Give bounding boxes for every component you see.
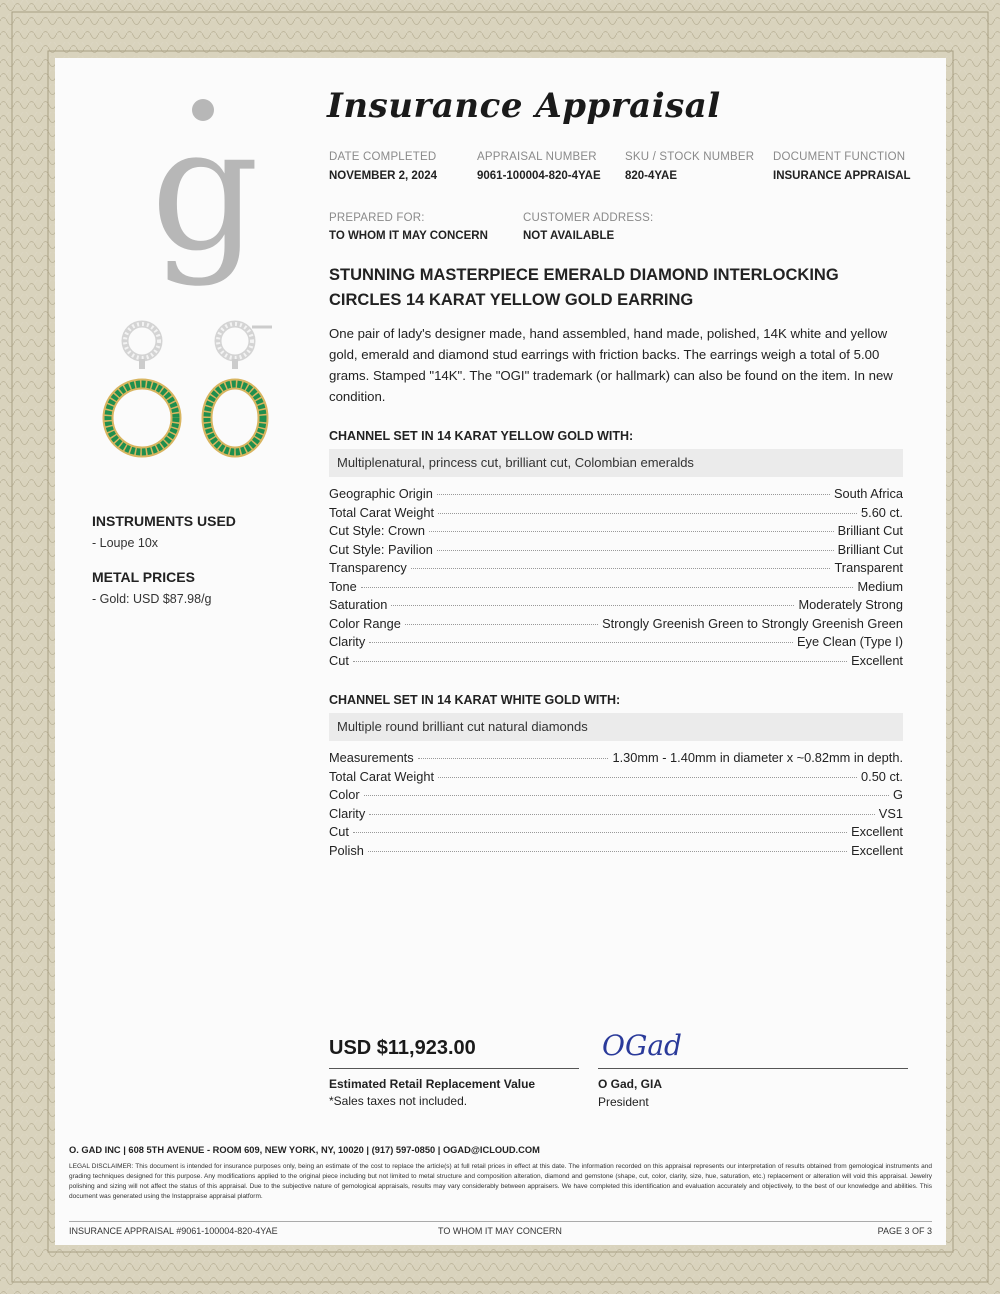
- spec-row: [329, 634, 903, 653]
- spec-row: [329, 824, 903, 843]
- spec-key: Color Range: [329, 615, 401, 631]
- spec-key: Total Carat Weight: [329, 504, 435, 520]
- spec-row: [329, 653, 903, 672]
- spec-value: South Africa: [833, 486, 903, 501]
- spec-key: Clarity: [329, 805, 366, 821]
- spec-row: [329, 616, 903, 635]
- spec-key: Polish: [329, 842, 364, 858]
- spec-value: VS1: [878, 805, 903, 821]
- instruments-heading: INSTRUMENTS USED: [92, 513, 236, 529]
- spec-value: Brilliant Cut: [837, 523, 903, 538]
- spec-value: Moderately Strong: [798, 597, 903, 612]
- spec-key: Cut Style: Crown: [329, 523, 426, 538]
- spec-row: [329, 597, 903, 616]
- item-title: STUNNING MASTERPIECE EMERALD DIAMOND INTERLOCKING CIRCLES 14 KARAT YELLOW GOLD EARRING: [329, 266, 839, 309]
- appraised-value: USD $11,923.00: [329, 1037, 476, 1059]
- spec-row: [329, 843, 903, 862]
- appraisal-number-value: 9061-100004-820-4YAE: [477, 170, 601, 182]
- footer-appraisal-id: INSURANCE APPRAISAL #9061-100004-820-4YAE: [69, 1226, 278, 1236]
- spec-row: [329, 523, 903, 542]
- spec-key: Geographic Origin: [329, 486, 433, 501]
- left-earring: [108, 324, 176, 452]
- signature: [600, 1025, 700, 1065]
- document-title: Insurance Appraisal: [327, 86, 721, 126]
- appraisal-number-label: APPRAISAL NUMBER: [477, 151, 597, 163]
- appraisal-sheet: [55, 58, 946, 1245]
- customer-address-value: NOT AVAILABLE: [523, 230, 615, 242]
- legal-disclaimer: LEGAL DISCLAIMER: This document is intended for insurance purposes only, being an estimate of the cost to replace the article(s) at full retail prices in effect at this date. The information recorded on this appraisal represents our interpretation of results obtained from gemological instruments and grading techniques designed for this purpose. Any modifications applied to the original piece including but not limited to metal structure and composition alteration, diamond and gemstone (shape, cut, color, clarity, size, hue, saturation, etc.) replacement or alteration will void this appraisal. Jewelry polishing and sizing will not affect the status of this appraisal. Due to the subjective nature of gemological appraisals, results may vary considerably between appraisers. We have completed this identification and evaluation accurately and objectively, to the best of our knowledge and abilities. This document was generated using the Instappraise appraisal platform.: [69, 1163, 932, 1200]
- date-completed-value: NOVEMBER 2, 2024: [329, 170, 438, 182]
- value-divider: [329, 1068, 579, 1069]
- spec-key: Transparency: [329, 560, 407, 575]
- metal-prices-heading: METAL PRICES: [92, 569, 195, 585]
- prepared-for-label: PREPARED FOR:: [329, 212, 425, 224]
- tax-note: *Sales taxes not included.: [329, 1094, 468, 1108]
- logo-letter: g: [150, 98, 260, 289]
- instruments-value: - Loupe 10x: [92, 536, 159, 550]
- spec-value: Transparent: [834, 560, 903, 575]
- spec-value: 0.50 ct.: [861, 768, 903, 784]
- spec-key: Cut: [329, 824, 349, 839]
- yellow-gold-section-summary: Multiplenatural, princess cut, brilliant cut, Colombian emeralds: [329, 449, 903, 477]
- footer-divider: [69, 1221, 932, 1222]
- spec-key: Tone: [329, 578, 357, 594]
- spec-key: Saturation: [329, 597, 388, 612]
- page-number: PAGE 3 OF 3: [877, 1226, 932, 1236]
- spec-row: [329, 486, 903, 505]
- earring-photo: [100, 313, 285, 483]
- document-function-value: INSURANCE APPRAISAL: [773, 170, 911, 182]
- appraiser-title: President: [598, 1095, 649, 1109]
- sku-label: SKU / STOCK NUMBER: [625, 151, 755, 163]
- metal-prices-value: - Gold: USD $87.98/g: [92, 592, 212, 606]
- spec-value: Strongly Greenish Green to Strongly Greenish Green: [602, 615, 903, 631]
- right-earring: [207, 324, 272, 452]
- document-function-label: DOCUMENT FUNCTION: [773, 151, 906, 163]
- spec-row: [329, 750, 903, 769]
- appraiser-name: O Gad, GIA: [598, 1077, 663, 1091]
- spec-row: [329, 806, 903, 825]
- spec-value: Medium: [857, 578, 903, 594]
- emerald-specs: [329, 486, 903, 671]
- spec-value: Brilliant Cut: [837, 541, 903, 557]
- company-info: O. GAD INC | 608 5TH AVENUE - ROOM 609, NEW YORK, NY, 10020 | (917) 597-0850 | OGAD@ICLOUD.COM: [69, 1145, 540, 1155]
- date-completed-label: DATE COMPLETED: [329, 151, 437, 163]
- signature-line: [598, 1068, 908, 1069]
- spec-value: 5.60 ct.: [861, 504, 903, 520]
- spec-value: Excellent: [851, 652, 903, 668]
- spec-key: Cut: [329, 652, 349, 668]
- spec-row: [329, 505, 903, 524]
- diamond-specs: [329, 750, 903, 861]
- yellow-gold-section-heading: CHANNEL SET IN 14 KARAT YELLOW GOLD WITH:: [329, 429, 634, 443]
- item-description: One pair of lady's designer made, hand assembled, hand made, polished, 14K white and yellow gold, emerald and diamond stud earrings with friction backs. The earrings weigh a total of 5.00 grams. Stamped "14K". The "OGI" trademark (or hallmark) can also be found on the item. In new condition.: [329, 326, 893, 404]
- value-label: Estimated Retail Replacement Value: [329, 1077, 536, 1091]
- sku-value: 820-4YAE: [625, 170, 678, 182]
- spec-row: [329, 769, 903, 788]
- spec-value: 1.30mm - 1.40mm in diameter x ~0.82mm in depth.: [612, 750, 903, 765]
- white-gold-section-summary: Multiple round brilliant cut natural diamonds: [329, 713, 903, 741]
- signature-script: OGad: [602, 1029, 682, 1062]
- spec-row: [329, 787, 903, 806]
- company-logo: [135, 98, 275, 308]
- spec-row: [329, 542, 903, 561]
- spec-key: Clarity: [329, 634, 366, 649]
- spec-key: Color: [329, 787, 360, 802]
- customer-address-label: CUSTOMER ADDRESS:: [523, 212, 654, 224]
- spec-row: [329, 579, 903, 598]
- spec-key: Total Carat Weight: [329, 768, 435, 784]
- spec-value: Excellent: [851, 842, 903, 858]
- spec-key: Cut Style: Pavilion: [329, 541, 433, 557]
- footer-recipient: TO WHOM IT MAY CONCERN: [438, 1226, 562, 1236]
- spec-value: G: [893, 787, 903, 802]
- prepared-for-value: TO WHOM IT MAY CONCERN: [329, 230, 488, 242]
- spec-value: Eye Clean (Type I): [797, 634, 903, 649]
- spec-row: [329, 560, 903, 579]
- spec-key: Measurements: [329, 750, 414, 765]
- white-gold-section-heading: CHANNEL SET IN 14 KARAT WHITE GOLD WITH:: [329, 693, 621, 707]
- spec-value: Excellent: [851, 824, 903, 839]
